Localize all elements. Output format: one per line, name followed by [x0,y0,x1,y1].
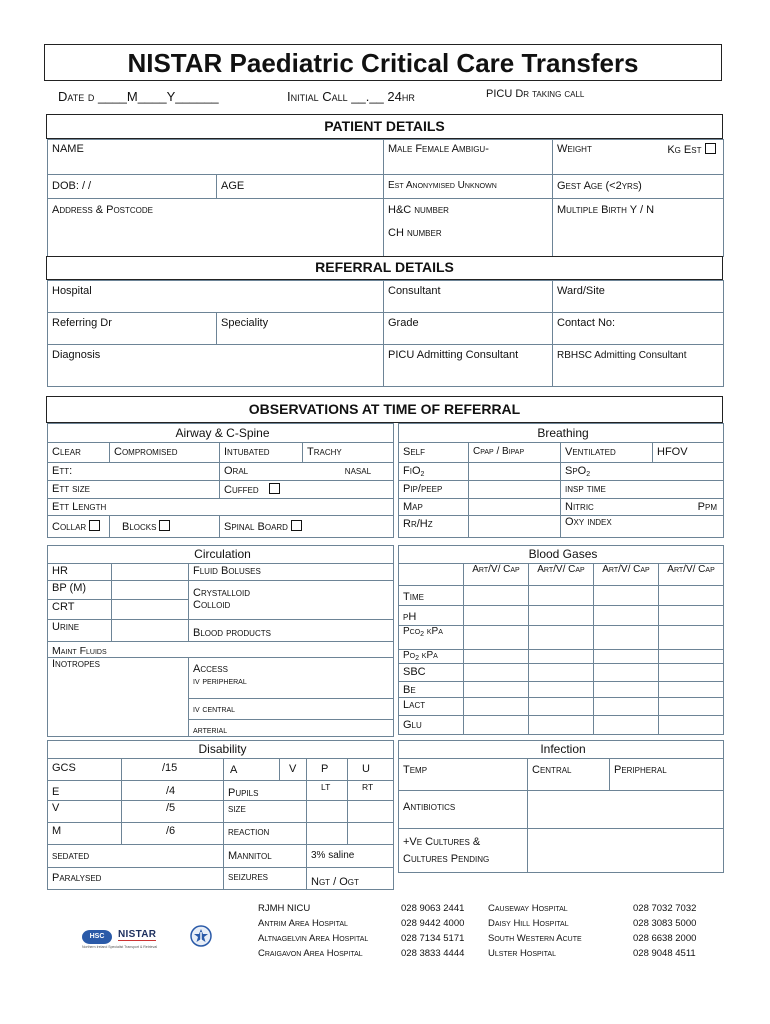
bg-cell[interactable] [659,716,724,735]
pupils-label: Pupils [224,781,307,801]
saline-field[interactable]: 3% saline [307,845,394,868]
size-label: size [224,801,307,823]
ett-size-field[interactable]: Ett size [48,481,220,499]
patient-details-heading: PATIENT DETAILS [46,114,723,139]
bg-sbc-label: SBC [399,664,464,682]
iv-peripheral-label: iv peripheral [189,674,393,699]
bg-cell[interactable] [659,664,724,682]
consultant-field[interactable]: Consultant [384,281,553,313]
map-value[interactable] [469,499,561,516]
bg-cell[interactable] [529,586,594,606]
seizures-field[interactable]: seizures [224,868,307,890]
form-title: NISTAR Paediatric Critical Care Transfers [44,44,722,81]
pupil-reaction-lt[interactable] [307,823,348,845]
bg-cell[interactable] [594,698,659,716]
circulation-table [47,545,394,737]
reaction-label: reaction [224,823,307,845]
gcs-field[interactable]: GCS [48,759,122,781]
bg-cell[interactable] [594,606,659,626]
oxy-index-field[interactable]: Oxy index [561,516,724,538]
bg-cell[interactable] [464,716,529,735]
gcs-e-field[interactable]: E [48,781,122,801]
bg-cell[interactable] [529,682,594,698]
nistar-subtitle: Northern Ireland Specialist Transport & Retrieval [82,945,158,949]
hfov-option[interactable]: HFOV [653,443,724,463]
ambulance-star-icon [190,925,212,947]
name-field[interactable]: NAME [48,140,384,175]
spo2-label: SpO [565,465,587,477]
maint-fluids-field[interactable]: Maint Fluids [48,641,394,657]
contacts-table [258,903,708,963]
hospital-field[interactable]: Hospital [48,281,384,313]
collar-checkbox[interactable] [89,520,100,531]
diagnosis-field[interactable]: Diagnosis [48,345,384,387]
crt-field[interactable]: CRT [48,599,112,619]
contact-name: Antrim Area Hospital [258,918,348,929]
gcs-m-score: /6 [122,823,224,845]
avpu-v[interactable]: V [280,759,307,781]
nitric-field[interactable] [561,499,724,516]
blood-gas-col-3: Art/V/ Cap [594,564,659,586]
contact-phone[interactable]: 028 9063 2441 [401,903,465,914]
gcs-score: /15 [122,759,224,781]
footer-logos [82,928,214,950]
observations-heading: OBSERVATIONS AT TIME OF REFERRAL [46,396,723,423]
bg-cell[interactable] [464,586,529,606]
bg-cell[interactable] [529,716,594,735]
bg-cell[interactable] [659,650,724,664]
referral-details-heading: REFERRAL DETAILS [46,256,723,280]
spinal-board-field[interactable] [220,516,394,538]
crystalloid-field[interactable]: Crystalloid [189,581,394,600]
nitric-label: Nitric [565,501,594,513]
pip-field[interactable]: Pip/peep [399,481,469,499]
compromised-option[interactable]: Compromised [110,443,220,463]
oral-label: Oral [224,465,249,477]
blood-gas-rows [399,586,724,735]
hr-field[interactable]: HR [48,564,112,581]
est-anon-field[interactable]: Est Anonymised Unknown [384,175,553,199]
antibiotics-field[interactable] [528,791,724,829]
pupil-size-rt[interactable] [348,801,394,823]
blocks-checkbox[interactable] [159,520,170,531]
collar-field[interactable] [48,516,110,538]
pupil-lt[interactable]: LT [307,781,348,801]
nasal-label: nasal [344,465,372,477]
breathing-heading: Breathing [399,424,724,443]
rr-field[interactable]: Rr/Hz [399,516,469,538]
bg-be-label: Be [399,682,464,698]
bg-cell[interactable] [594,586,659,606]
hc-ch-field[interactable] [384,199,553,257]
blood-gas-col-4: Art/V/ Cap [659,564,724,586]
pip-value[interactable] [469,481,561,499]
contact-name: Craigavon Area Hospital [258,948,363,959]
blocks-label: Blocks [122,521,157,533]
bg-cell[interactable] [529,664,594,682]
disability-table [47,740,394,890]
bg-cell[interactable] [529,626,594,650]
contact-name: South Western Acute [488,933,582,944]
bg-cell[interactable] [659,606,724,626]
bg-cell[interactable] [529,650,594,664]
bg-cell[interactable] [659,682,724,698]
contact-name: RJMH NICU [258,903,311,914]
avpu-a[interactable]: A [224,759,280,781]
multiple-birth-field[interactable]: Multiple Birth Y / N [553,199,724,257]
circulation-heading: Circulation [48,546,394,564]
initial-call-field[interactable]: Initial Call __.__ 24hr [287,89,415,104]
address-field[interactable]: Address & Postcode [48,199,384,257]
nistar-logo: NISTAR [118,929,157,940]
bg-ph-label: pH [399,606,464,626]
weight-field[interactable] [553,140,724,175]
bg-cell[interactable] [659,586,724,606]
bg-po2-label: $Po_2$ kPa [399,650,464,664]
bg-cell[interactable] [529,606,594,626]
crt-value[interactable] [112,599,189,619]
patient-details-table [47,139,724,257]
self-option[interactable]: Self [399,443,469,463]
ventilated-option[interactable]: Ventilated [561,443,653,463]
clear-option[interactable]: Clear [48,443,110,463]
contact-name: Daisy Hill Hospital [488,918,569,929]
gest-age-field[interactable]: Gest Age (<2yrs) [553,175,724,199]
blood-products-field[interactable]: Blood products [189,619,394,641]
arterial-label: arterial [193,724,228,736]
hr-value[interactable] [112,564,189,581]
trachy-option[interactable]: Trachy [303,443,394,463]
peripheral-temp-field[interactable]: Peripheral [610,759,724,791]
bg-cell[interactable] [659,698,724,716]
avpu-u[interactable]: U [348,759,394,781]
ch-number-label: CH number [388,227,442,239]
disability-heading: Disability [48,741,394,759]
bg-cell[interactable] [464,626,529,650]
blood-gas-col-2: Art/V/ Cap [529,564,594,586]
contact-name: Causeway Hospital [488,903,568,914]
pupil-size-lt[interactable] [307,801,348,823]
sex-field[interactable]: Male Female Ambigu- [384,140,553,175]
bg-lact-label: Lact [399,698,464,716]
rbhsc-consultant-field[interactable]: RBHSC Admitting Consultant [553,345,724,387]
hsc-logo: HSC [82,930,112,944]
contact-phone[interactable]: 028 3083 5000 [633,918,697,929]
central-temp-field[interactable]: Central [528,759,610,791]
airway-heading: Airway & C-Spine [48,424,394,443]
grade-field[interactable]: Grade [384,313,553,345]
urine-value[interactable] [112,619,189,641]
ward-field[interactable]: Ward/Site [553,281,724,313]
age-field[interactable]: AGE [217,175,384,199]
cultures-field[interactable] [528,829,724,873]
pupil-reaction-rt[interactable] [348,823,394,845]
hc-number-label: H&C number [388,204,449,216]
blood-gas-corner [399,564,464,586]
antibiotics-label: Antibiotics [399,791,528,829]
avpu-p[interactable]: P [307,759,348,781]
bp-field[interactable]: BP (M) [48,581,112,600]
blocks-field[interactable] [110,516,220,538]
insp-time-field[interactable]: insp time [561,481,724,499]
bg-cell[interactable] [464,698,529,716]
gcs-v-field[interactable]: V [48,801,122,823]
weight-label: Weight [557,143,592,155]
colloid-field[interactable]: Colloid [189,599,394,619]
bg-cell[interactable] [594,716,659,735]
bg-cell[interactable] [594,682,659,698]
spo2-field[interactable]: SpO$_2$ [561,463,724,481]
blood-gases-table [398,545,724,735]
ppm-label: Ppm [697,501,717,513]
iv-central-label: iv central [189,699,393,720]
kg-est-label: Kg Est [667,143,715,156]
airway-table [47,423,394,538]
contact-name: Altnagelvin Area Hospital [258,933,369,944]
bg-cell[interactable] [464,606,529,626]
bp-value[interactable] [112,581,189,600]
fio2-label: FiO [403,465,421,477]
bg-pco2-label: Pco$_2$ kPa [399,626,464,650]
access-field[interactable] [189,657,394,736]
cultures-label: +Ve Cultures & Cultures Pending [399,829,528,873]
inotropes-field[interactable]: Inotropes [48,657,189,736]
cuffed-field[interactable] [220,481,394,499]
blood-gas-col-1: Art/V/ Cap [464,564,529,586]
contact-name: Ulster Hospital [488,948,556,959]
ett-length-field[interactable]: Ett Length [48,499,394,516]
oral-nasal-field[interactable] [220,463,394,481]
breathing-table [398,423,724,538]
referring-dr-field[interactable]: Referring Dr [48,313,217,345]
blood-gases-heading: Blood Gases [399,546,724,564]
dob-field[interactable]: DOB: / / [48,175,217,199]
bg-cell[interactable] [594,664,659,682]
contact-phone[interactable]: 028 3833 4444 [401,948,465,959]
bg-cell[interactable] [464,664,529,682]
contact-phone[interactable]: 028 7134 5171 [401,933,465,944]
temp-field[interactable]: Temp [399,759,528,791]
bg-glu-label: Glu [399,716,464,735]
spinal-board-checkbox[interactable] [291,520,302,531]
mannitol-field[interactable]: Mannitol [224,845,307,868]
picu-consultant-field[interactable]: PICU Admitting Consultant [384,345,553,387]
infection-table [398,740,724,873]
contact-phone[interactable]: 028 9442 4000 [401,918,465,929]
paralysed-field[interactable]: Paralysed [48,868,224,890]
infection-heading: Infection [399,741,724,759]
cuffed-label: Cuffed [224,484,259,496]
pupil-rt[interactable]: RT [348,781,394,801]
ngt-field[interactable]: Ngt / Ogt [307,868,394,890]
access-label: Access [193,662,228,675]
bg-cell[interactable] [464,650,529,664]
spinal-board-label: Spinal Board [224,521,288,533]
ett-field[interactable]: Ett: [48,463,220,481]
rr-value[interactable] [469,516,561,538]
gcs-e-score: /4 [122,781,224,801]
cuffed-checkbox[interactable] [269,483,280,494]
map-field[interactable]: Map [399,499,469,516]
intubated-option[interactable]: Intubated [220,443,303,463]
cpap-option[interactable]: Cpap / Bipap [469,443,561,463]
referral-details-table [47,280,724,387]
date-field[interactable]: Date d ____M____Y______ [58,89,219,104]
picu-dr-field[interactable]: PICU Dr taking call [486,88,585,100]
bg-cell[interactable] [659,626,724,650]
fluid-boluses-field[interactable]: Fluid Boluses [189,564,394,581]
contact-phone[interactable]: 028 7032 7032 [633,903,697,914]
bg-cell[interactable] [594,650,659,664]
kg-est-checkbox[interactable] [705,143,716,154]
bg-cell[interactable] [529,698,594,716]
collar-label: Collar [52,521,87,533]
speciality-field[interactable]: Speciality [217,313,384,345]
contact-phone[interactable]: 028 9048 4511 [633,948,696,959]
contact-field[interactable]: Contact No: [553,313,724,345]
bg-time-label: Time [399,586,464,606]
fio2-field[interactable]: FiO$_2$ [399,463,469,481]
fio2-value[interactable] [469,463,561,481]
contact-phone[interactable]: 028 6638 2000 [633,933,697,944]
bg-cell[interactable] [464,682,529,698]
gcs-m-field[interactable]: M [48,823,122,845]
sedated-field[interactable]: sedated [48,845,224,868]
gcs-v-score: /5 [122,801,224,823]
urine-field[interactable]: Urine [48,619,112,641]
bg-cell[interactable] [594,626,659,650]
